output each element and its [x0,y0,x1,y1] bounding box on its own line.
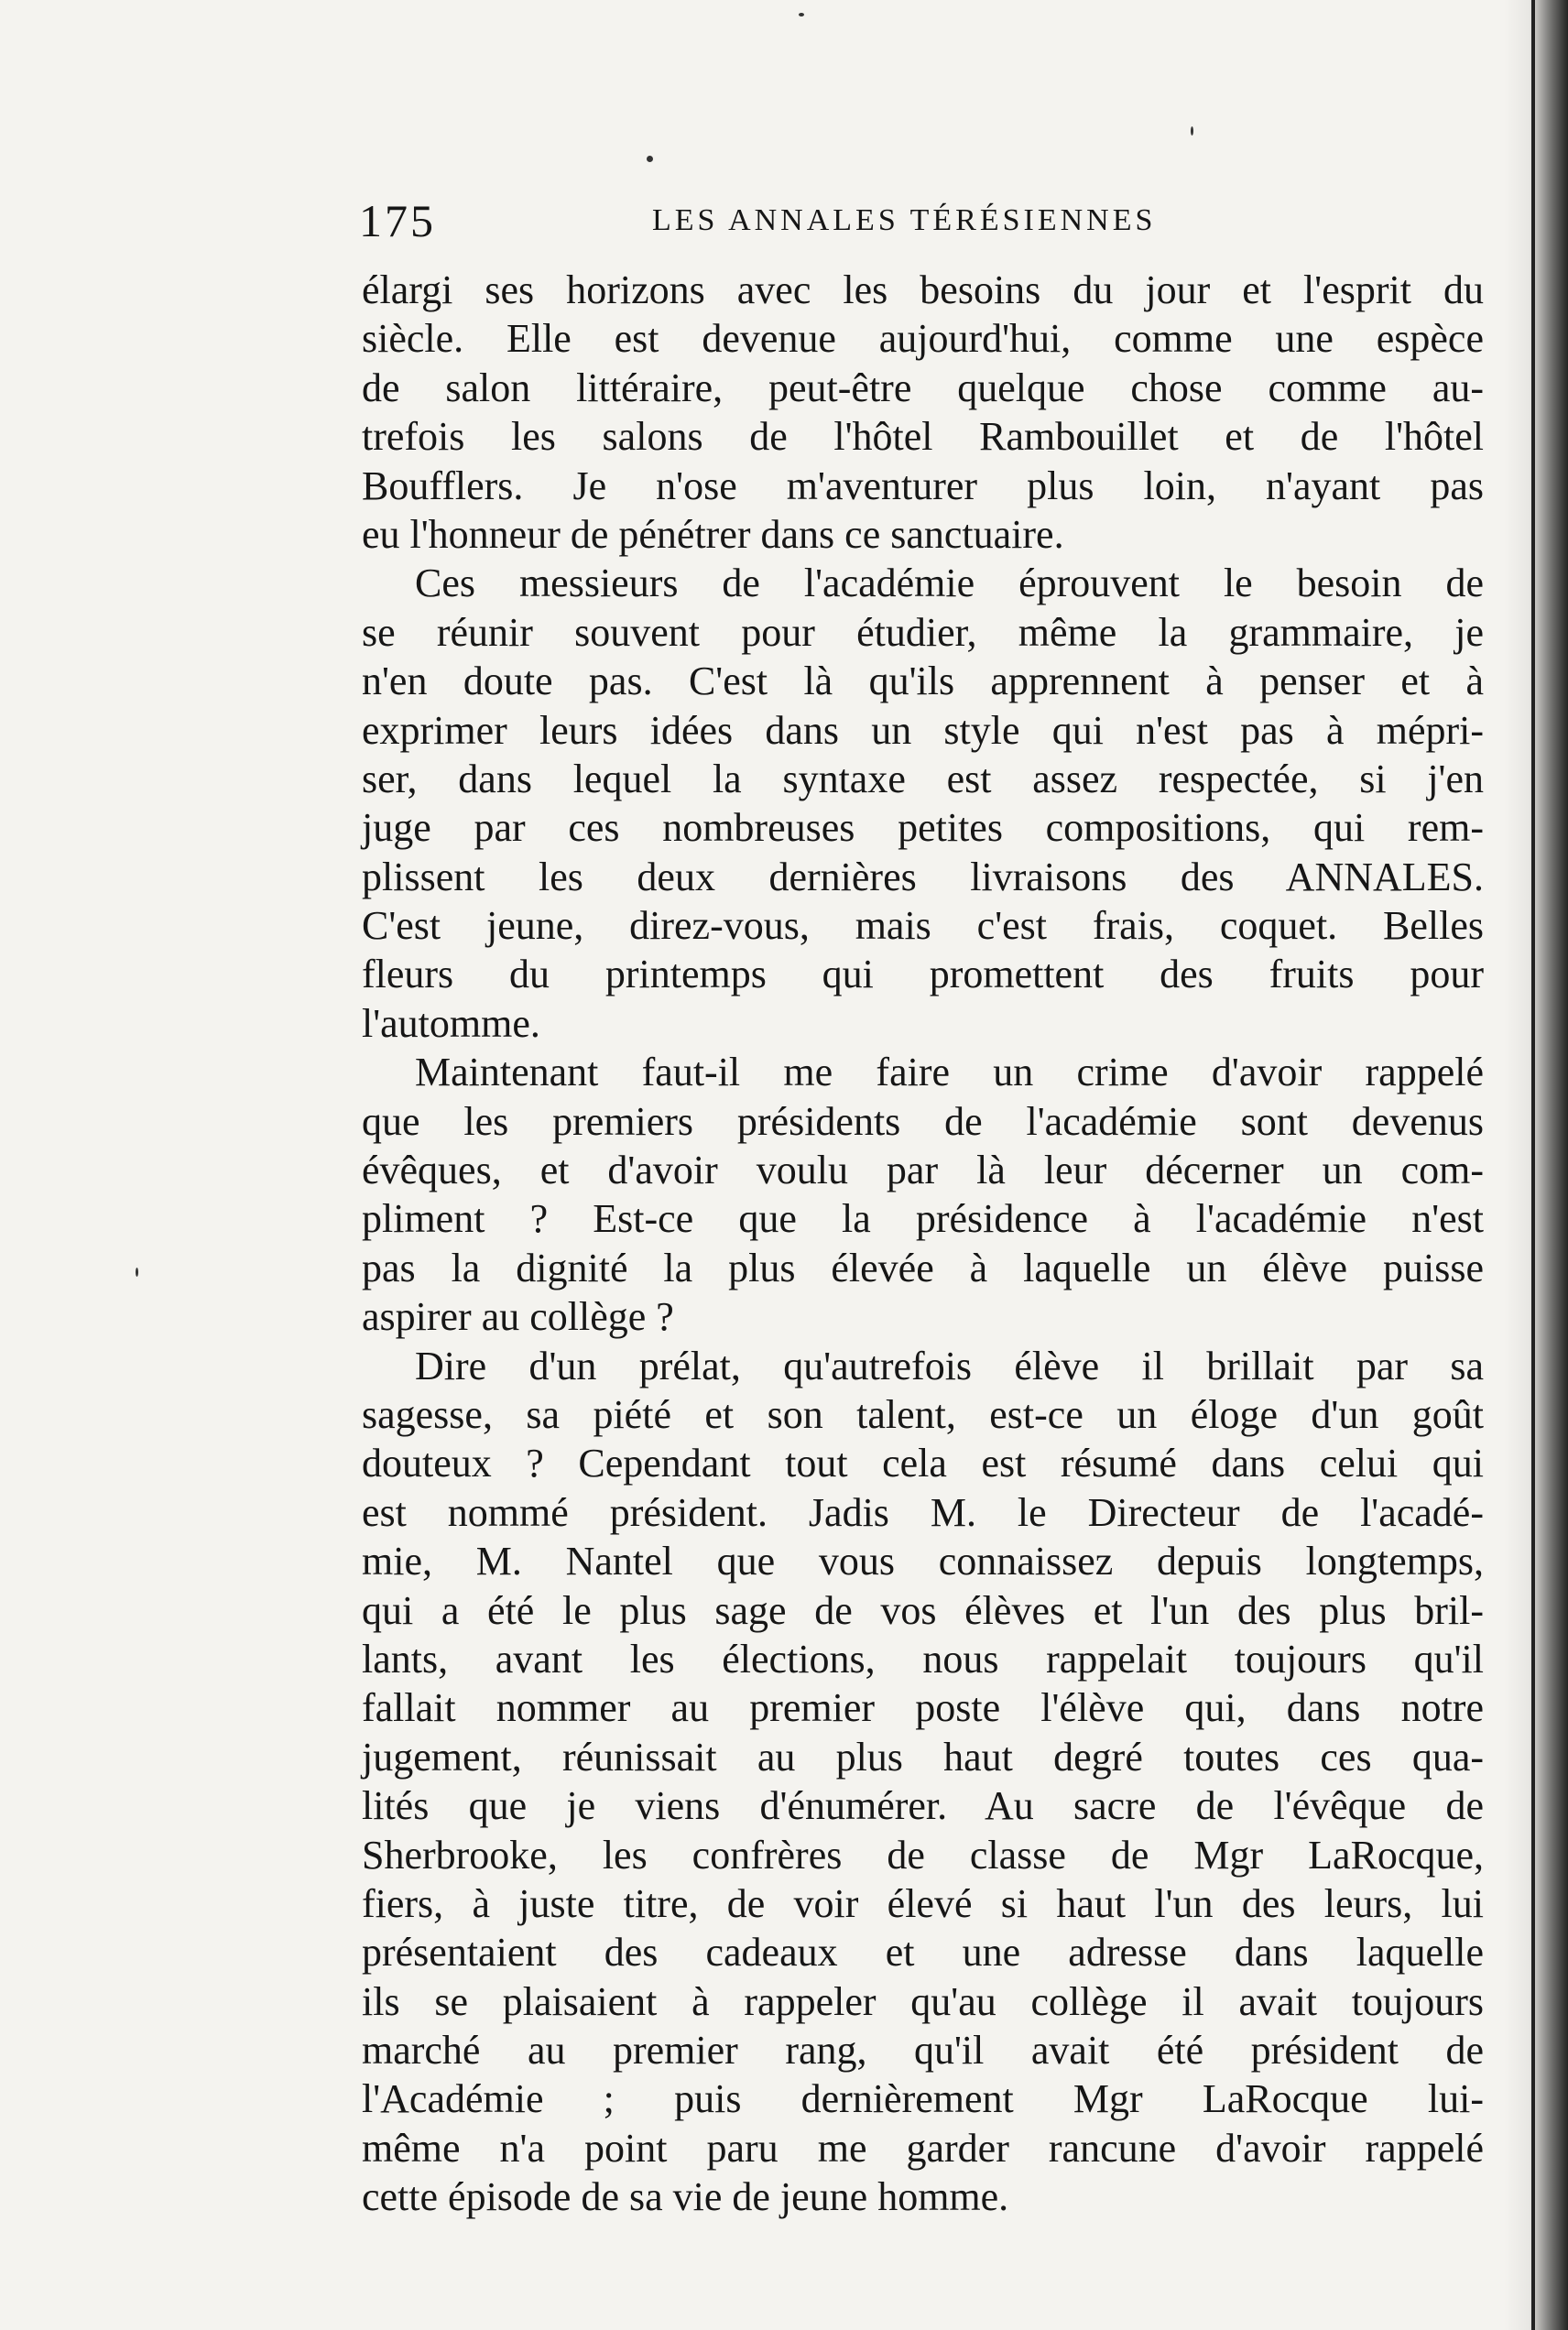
text-line: sagesse, sa piété et son talent, est-ce un éloge d'un goût [362,1391,1484,1437]
text-line: fiers, à juste titre, de voir élevé si haut l'un des leurs, lui [362,1880,1484,1926]
text-line: l'Académie ; puis dernièrement Mgr LaRocque lui- [362,2076,1484,2122]
text-line: siècle. Elle est devenue aujourd'hui, comme une espèce [362,316,1484,362]
page-number: 175 [359,195,436,246]
text-line: plissent les deux dernières livraisons des ANNALES. [362,854,1484,899]
text-line: fleurs du printemps qui promettent des fruits pour [362,952,1484,997]
text-line: douteux ? Cependant tout cela est résumé dans celui qui [362,1441,1484,1486]
text-line: eu l'honneur de pénétrer dans ce sanctuaire. [362,511,1064,557]
text-line: pas la dignité la plus élevée à laquelle un élève puisse [362,1245,1484,1290]
text-line: lités que je viens d'énumérer. Au sacre de l'évêque de [362,1783,1484,1829]
text-line: jugement, réunissait au plus haut degré toutes ces qua- [362,1734,1484,1780]
body-text [362,266,1484,2222]
text-line: mie, M. Nantel que vous connaissez depuis longtemps, [362,1539,1484,1584]
text-line: se réunir souvent pour étudier, même la grammaire, je [362,609,1484,655]
page-edge-shadow [1504,0,1568,2330]
text-line: pliment ? Est-ce que la présidence à l'académie n'est [362,1196,1484,1242]
text-line: Dire d'un prélat, qu'autrefois élève il brillait par sa [415,1343,1484,1388]
text-line: C'est jeune, direz-vous, mais c'est frais, coquet. Belles [362,903,1484,949]
text-line: Sherbrooke, les confrères de classe de Mgr LaRocque, [362,1832,1484,1878]
text-line: marché au premier rang, qu'il avait été président de [362,2028,1484,2074]
text-line: ils se plaisaient à rappeler qu'au collège il avait toujours [362,1978,1484,2024]
text-line: élargi ses horizons avec les besoins du jour et l'esprit du [362,267,1484,312]
text-line: de salon littéraire, peut-être quelque chose comme au- [362,365,1484,410]
text-line: cette épisode de sa vie de jeune homme. [362,2174,1009,2220]
ink-speck [799,13,804,16]
ink-speck [136,1268,138,1277]
text-line: l'automme. [362,1000,540,1046]
text-line: Boufflers. Je n'ose m'aventurer plus loin, n'ayant pas [362,463,1484,508]
text-line: exprimer leurs idées dans un style qui n'est pas à mépri- [362,707,1484,753]
running-title: LES ANNALES TÉRÉSIENNES [652,203,1157,237]
text-line: juge par ces nombreuses petites compositions, qui rem- [362,805,1484,851]
page-header [359,194,1275,245]
text-line: même n'a point paru me garder rancune d'avoir rappelé [362,2125,1484,2171]
text-line: fallait nommer au premier poste l'élève qui, dans notre [362,1685,1484,1731]
text-line: qui a été le plus sage de vos élèves et l'un des plus bril- [362,1587,1484,1633]
ink-speck [1191,126,1193,136]
text-line: aspirer au collège ? [362,1294,674,1340]
text-line: ser, dans lequel la syntaxe est assez respectée, si j'en [362,756,1484,801]
text-line: évêques, et d'avoir voulu par là leur décerner un com- [362,1148,1484,1193]
text-line: n'en doute pas. C'est là qu'ils apprennent à penser et à [362,659,1484,704]
text-line: que les premiers présidents de l'académie sont devenus [362,1098,1484,1144]
text-line: Ces messieurs de l'académie éprouvent le besoin de [415,561,1484,606]
ink-speck [647,156,653,162]
page-edge-line [1531,0,1535,2330]
text-line: trefois les salons de l'hôtel Rambouillet et de l'hôtel [362,414,1484,460]
text-line: est nommé président. Jadis M. le Directeur de l'acadé- [362,1489,1484,1535]
text-line: Maintenant faut-il me faire un crime d'avoir rappelé [415,1050,1484,1095]
text-line: lants, avant les élections, nous rappelait toujours qu'il [362,1636,1484,1682]
text-line: présentaient des cadeaux et une adresse dans laquelle [362,1930,1484,1976]
